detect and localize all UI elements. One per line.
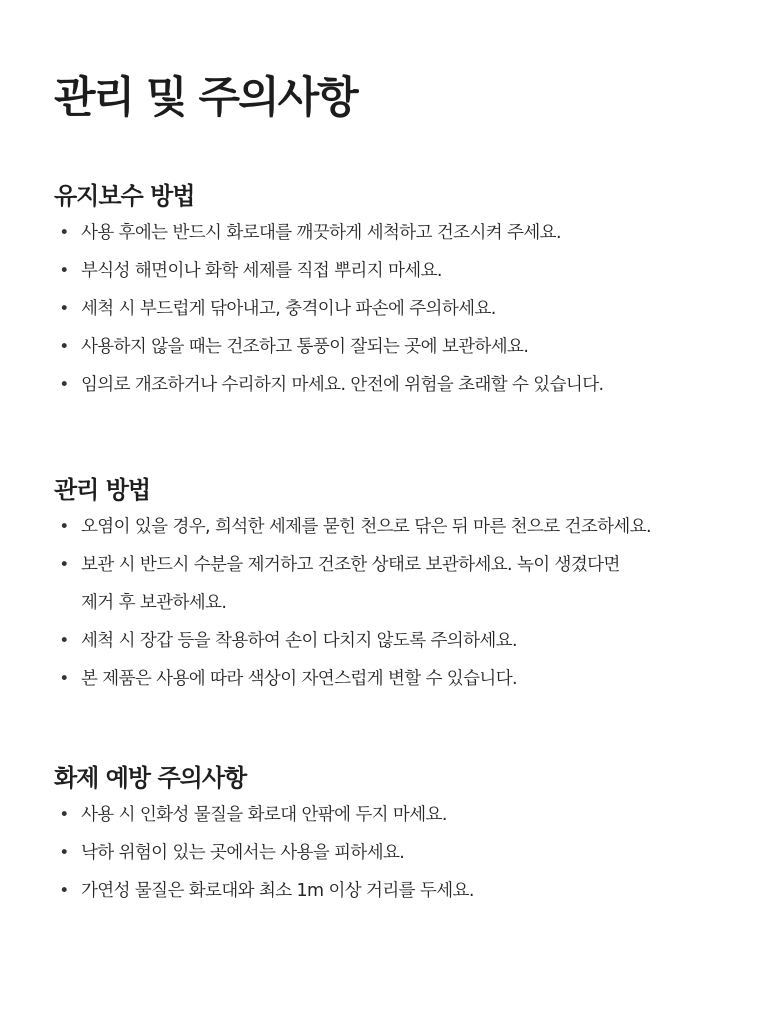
list-item-text: 보관 시 반드시 수분을 제거하고 건조한 상태로 보관하세요. 녹이 생겼다면 (81, 555, 620, 575)
list-item-text: 오염이 있을 경우, 희석한 세제를 묻힌 천으로 닦은 뒤 마른 천으로 건조하세요. (81, 517, 651, 537)
list-item (54, 796, 754, 834)
bullet-icon: • (59, 375, 69, 395)
list-item (54, 214, 754, 252)
bullet-icon: • (59, 299, 69, 319)
fire-prevention-section (54, 761, 754, 910)
list-item-text: 사용 시 인화성 물질을 화로대 안팎에 두지 마세요. (81, 805, 447, 825)
maintenance-heading: 유지보수 방법 (54, 182, 195, 210)
list-item-text: 세척 시 장갑 등을 착용하여 손이 다치지 않도록 주의하세요. (81, 631, 517, 651)
list-item-text: 임의로 개조하거나 수리하지 마세요. 안전에 위험을 초래할 수 있습니다. (81, 375, 604, 395)
list-item (54, 872, 754, 910)
list-item (54, 622, 754, 660)
list-item-text: 사용 후에는 반드시 화로대를 깨끗하게 세척하고 건조시켜 주세요. (81, 223, 561, 243)
list-item-text: 낙하 위험이 있는 곳에서는 사용을 피하세요. (81, 843, 405, 863)
maintenance-list (54, 214, 754, 404)
maintenance-section (54, 179, 754, 404)
care-list (54, 508, 754, 698)
fire-prevention-heading: 화제 예방 주의사항 (54, 764, 247, 792)
list-item (54, 508, 754, 546)
bullet-icon: • (59, 223, 69, 243)
bullet-icon: • (59, 517, 69, 537)
list-item-text: 세척 시 부드럽게 닦아내고, 충격이나 파손에 주의하세요. (81, 299, 496, 319)
bullet-icon: • (59, 631, 69, 651)
list-item (54, 366, 754, 404)
page-title: 관리 및 주의사항 (54, 73, 357, 123)
care-section (54, 473, 754, 698)
list-item (54, 290, 754, 328)
list-item (54, 328, 754, 366)
bullet-icon: • (59, 555, 69, 575)
list-item-text: 부식성 해면이나 화학 세제를 직접 뿌리지 마세요. (81, 261, 442, 281)
bullet-icon: • (59, 669, 69, 689)
bullet-icon: • (59, 881, 69, 901)
bullet-icon: • (59, 805, 69, 825)
bullet-icon: • (59, 337, 69, 357)
fire-prevention-list (54, 796, 754, 910)
list-item-text: 사용하지 않을 때는 건조하고 통풍이 잘되는 곳에 보관하세요. (81, 337, 529, 357)
list-item (54, 834, 754, 872)
list-item (54, 660, 754, 698)
list-item-text: 가연성 물질은 화로대와 최소 1m 이상 거리를 두세요. (81, 881, 474, 901)
list-item-text-continued: 제거 후 보관하세요. (81, 593, 227, 613)
bullet-icon: • (59, 843, 69, 863)
care-heading: 관리 방법 (54, 476, 151, 504)
list-item (54, 546, 754, 622)
list-item (54, 252, 754, 290)
list-item-text: 본 제품은 사용에 따라 색상이 자연스럽게 변할 수 있습니다. (81, 669, 517, 689)
bullet-icon: • (59, 261, 69, 281)
